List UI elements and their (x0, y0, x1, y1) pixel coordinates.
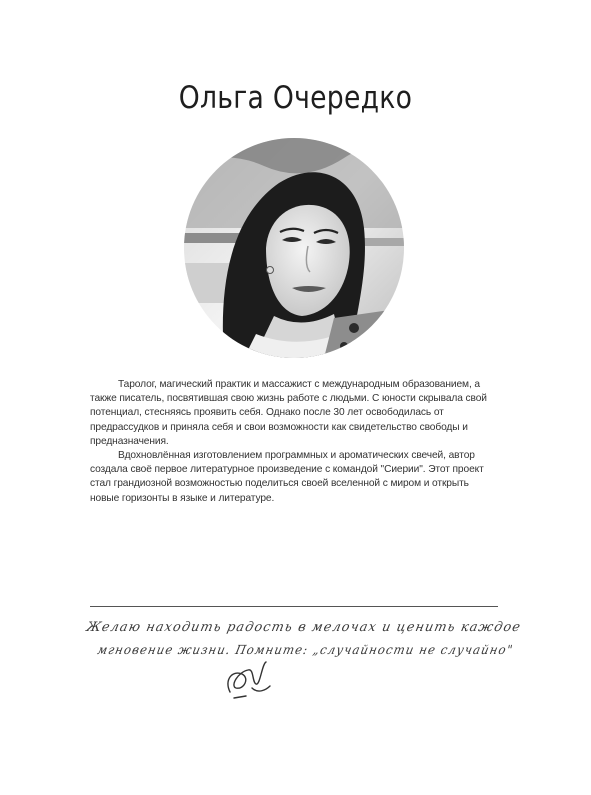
divider (90, 606, 498, 607)
bio-paragraph-2: Вдохновлённая изготовлением программных и ароматических свечей, автор создала своё первое литературное произведение с командой "Сиерии". Этот проект стал грандиозной возможностью поделиться своей вселенной с миром и открыть новые горизонты в языке и литературе. (90, 450, 484, 504)
handwritten-line-2: мгновение жизни. Помните: „случайности не случайно" (96, 642, 515, 657)
page-title: Ольга Очередко (178, 80, 413, 116)
handwritten-note (82, 612, 523, 702)
author-portrait (184, 138, 404, 358)
signature (222, 658, 274, 702)
handwritten-line-1: Желаю находить радость в мелочах и ценить каждое (84, 620, 523, 635)
author-bio (90, 378, 498, 506)
bio-paragraph-1: Таролог, магический практик и массажист с международным образованием, а также писатель, посвятившая свою жизнь работе с людьми. С юности скрывала свой потенциал, стесняясь проявить себя. Однако после 30 лет освободилась от предрассудков и приняла себя и свои возможности как свидетельство свободы и предназначения. (90, 379, 487, 447)
